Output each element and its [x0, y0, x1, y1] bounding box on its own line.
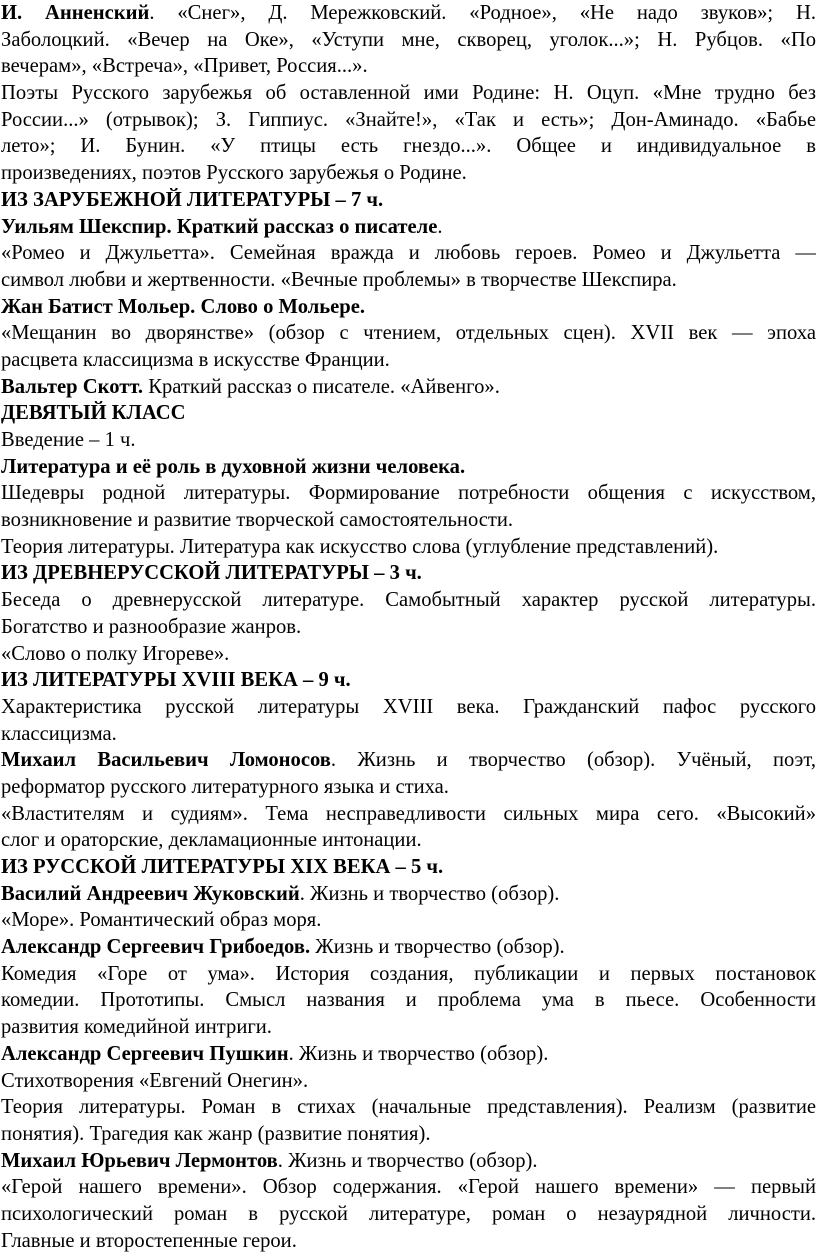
bold-text: Михаил Юрьевич Лермонтов	[1, 1149, 278, 1172]
text-segment: Поэты Русского зарубежья об оставленной ими Родине: Н. Оцуп. «Мне трудно без	[1, 82, 816, 105]
text-line	[0, 267, 816, 294]
text-segment: . Жизнь и творчество (обзор).	[288, 1042, 549, 1065]
bold-text: Василий Андреевич Жуковский	[1, 882, 300, 905]
text-line	[0, 854, 816, 881]
text-line	[0, 160, 816, 187]
text-segment: лето»; И. Бунин. «У птицы есть гнездо...». Общее и индивидуальное в	[1, 135, 816, 158]
text-segment: символ любви и жертвенности. «Вечные проблемы» в творчестве Шекспира.	[1, 268, 677, 291]
bold-text: Жан Батист Мольер. Слово о Мольере.	[1, 295, 366, 318]
text-line	[0, 534, 816, 561]
text-line	[0, 347, 816, 374]
bold-text: ИЗ ЛИТЕРАТУРЫ XVIII ВЕКА – 9 ч.	[1, 669, 351, 692]
text-line	[0, 614, 816, 641]
text-line	[0, 721, 816, 748]
text-line	[0, 1068, 816, 1095]
text-line	[0, 294, 816, 321]
text-line	[0, 827, 816, 854]
text-line	[0, 1174, 816, 1201]
text-segment: Характеристика русской литературы XVIII века. Гражданский пафос русского	[1, 695, 816, 718]
bold-text: Уильям Шекспир. Краткий рассказ о писателе	[1, 215, 438, 238]
text-line	[0, 560, 816, 587]
text-segment: Шедевры родной литературы. Формирование потребности общения с искусством,	[1, 482, 816, 505]
text-segment: Введение – 1 ч.	[1, 429, 136, 451]
text-line	[0, 987, 816, 1014]
text-segment: Стихотворения «Евгений Онегин».	[1, 1069, 309, 1092]
text-segment: «Море». Романтический образ моря.	[1, 909, 322, 932]
text-segment: . Жизнь и творчество (обзор). Учёный, поэт,	[330, 749, 816, 772]
text-line	[0, 747, 816, 774]
bold-text: И. Анненский	[1, 2, 150, 24]
bold-text: ИЗ ДРЕВНЕРУССКОЙ ЛИТЕРАТУРЫ – 3 ч.	[1, 562, 422, 585]
text-segment: развития комедийной интриги.	[1, 1016, 272, 1039]
text-line	[0, 907, 816, 934]
text-line	[0, 694, 816, 721]
text-segment: Беседа о древнерусской литературе. Самобытный характер русской литературы.	[1, 589, 816, 612]
text-segment: . Жизнь и творчество (обзор).	[299, 882, 560, 905]
text-line	[0, 1121, 816, 1148]
text-line	[0, 1228, 816, 1254]
text-line	[0, 667, 816, 694]
bold-text: Литература и её роль в духовной жизни человека.	[1, 455, 466, 478]
text-segment: .	[437, 215, 443, 238]
text-segment: . «Снег», Д. Мережковский. «Родное», «Не надо звуков»; Н.	[149, 2, 816, 24]
bold-text: Александр Сергеевич Грибоедов.	[1, 936, 311, 959]
text-line	[0, 0, 816, 27]
text-segment: Жизнь и творчество (обзор).	[310, 936, 565, 959]
text-segment: «Ромео и Джульетта». Семейная вражда и любовь героев. Ромео и Джульетта —	[1, 242, 816, 265]
text-segment: Теория литературы. Роман в стихах (начальные представления). Реализм (развитие	[1, 1096, 816, 1119]
text-line	[0, 187, 816, 214]
text-segment: Главные и второстепенные герои.	[1, 1229, 297, 1252]
text-segment: Краткий рассказ о писателе. «Айвенго».	[143, 375, 500, 398]
text-line	[0, 1014, 816, 1041]
text-line	[0, 427, 816, 454]
text-line	[0, 641, 816, 668]
text-line	[0, 934, 816, 961]
bold-text: Вальтер Скотт.	[1, 375, 144, 398]
text-segment: понятия). Трагедия как жанр (развитие понятия).	[1, 1122, 431, 1145]
text-line	[0, 454, 816, 481]
text-segment: «Герой нашего времени». Обзор содержания. «Герой нашего времени» — первый	[1, 1176, 816, 1199]
bold-text: ДЕВЯТЫЙ КЛАСС	[1, 402, 186, 425]
text-segment: произведениях, поэтов Русского зарубежья о Родине.	[1, 162, 467, 185]
text-line	[0, 320, 816, 347]
text-segment: вечерам», «Встреча», «Привет, Россия...».	[1, 55, 368, 78]
text-line	[0, 240, 816, 267]
text-line	[0, 53, 816, 80]
text-segment: «Слово о полку Игореве».	[1, 642, 230, 665]
text-line	[0, 480, 816, 507]
bold-text: Михаил Васильевич Ломоносов	[1, 749, 331, 772]
text-line	[0, 1094, 816, 1121]
text-segment: слог и ораторские, декламационные интонации.	[1, 829, 422, 852]
text-line	[0, 400, 816, 427]
text-line	[0, 1041, 816, 1068]
text-line	[0, 961, 816, 988]
bold-text: Александр Сергеевич Пушкин	[1, 1042, 289, 1065]
text-line	[0, 27, 816, 54]
text-segment: возникновение и развитие творческой самостоятельности.	[1, 509, 514, 532]
text-line	[0, 1201, 816, 1228]
text-line	[0, 1148, 816, 1175]
text-line	[0, 214, 816, 241]
text-line	[0, 507, 816, 534]
text-segment: «Властителям и судиям». Тема несправедливости сильных мира сего. «Высокий»	[1, 802, 816, 825]
text-segment: комедии. Прототипы. Смысл названия и проблема ума в пьесе. Особенности	[1, 989, 816, 1012]
text-segment: психологический роман в русской литературе, роман о незаурядной личности.	[1, 1202, 816, 1225]
text-segment: классицизма.	[1, 722, 117, 745]
text-segment: расцвета классицизма в искусстве Франции.	[1, 348, 390, 371]
text-line	[0, 133, 816, 160]
text-segment: Богатство и разнообразие жанров.	[1, 615, 302, 638]
bold-text: ИЗ РУССКОЙ ЛИТЕРАТУРЫ XIX ВЕКА – 5 ч.	[1, 856, 444, 878]
text-segment: России...» (отрывок); З. Гиппиус. «Знайте!», «Так и есть»; Дон-Аминадо. «Бабье	[1, 108, 816, 131]
text-line	[0, 801, 816, 828]
text-line	[0, 587, 816, 614]
text-line	[0, 80, 816, 107]
text-segment: реформатор русского литературного языка и стиха.	[1, 775, 449, 798]
text-segment: Теория литературы. Литература как искусство слова (углубление представлений).	[1, 535, 719, 558]
text-segment: Заболоцкий. «Вечер на Оке», «Уступи мне, скворец, уголок...»; Н. Рубцов. «По	[1, 28, 816, 51]
text-segment: . Жизнь и творчество (обзор).	[277, 1149, 538, 1172]
text-line	[0, 881, 816, 908]
text-segment: Комедия «Горе от ума». История создания, публикации и первых постановок	[1, 962, 816, 985]
bold-text: ИЗ ЗАРУБЕЖНОЙ ЛИТЕРАТУРЫ – 7 ч.	[1, 188, 384, 211]
text-line	[0, 107, 816, 134]
text-line	[0, 374, 816, 401]
text-segment: «Мещанин во дворянстве» (обзор с чтением, отдельных сцен). XVII век — эпоха	[1, 322, 816, 345]
text-line	[0, 774, 816, 801]
